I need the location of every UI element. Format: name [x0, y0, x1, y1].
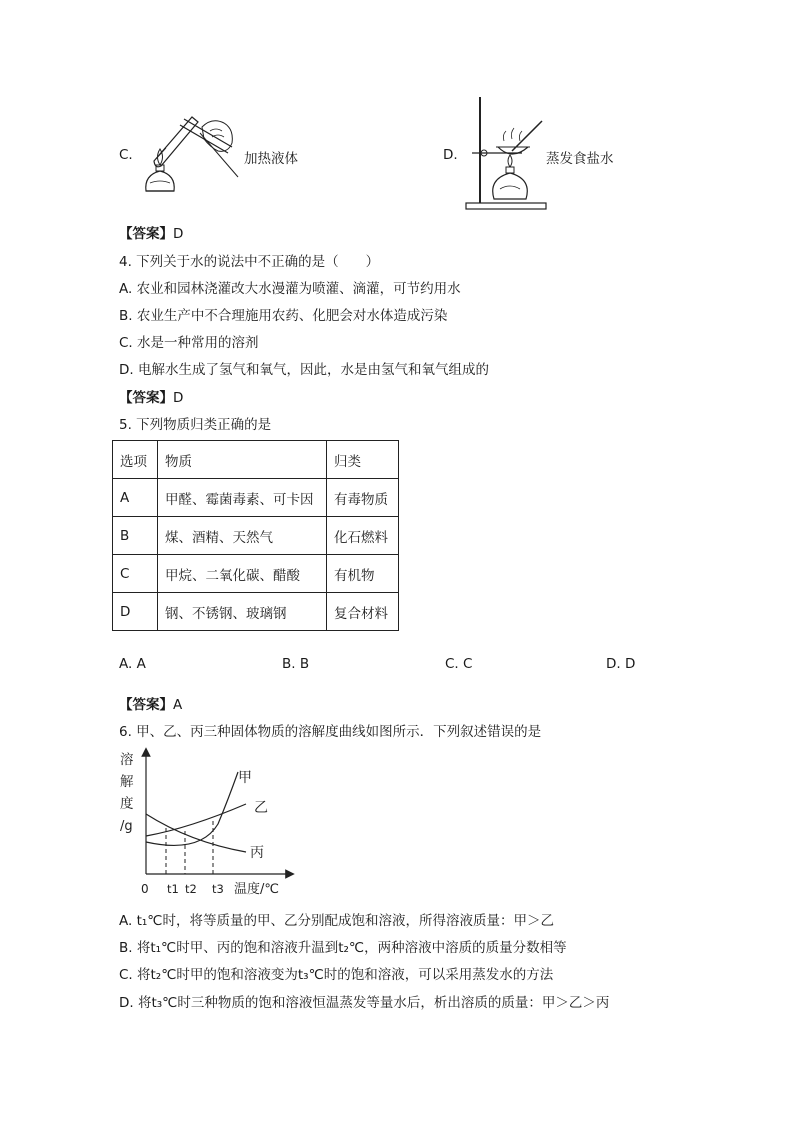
table-cell: 有机物 [327, 555, 399, 593]
q4-option-d: D. 电解水生成了氢气和氧气，因此，水是由氢气和氧气组成的 [119, 362, 489, 378]
q3-option-d-caption: 蒸发食盐水 [546, 151, 614, 167]
table-cell: B [113, 517, 158, 555]
table-row [113, 593, 399, 631]
y-axis-label-char: 溶 [120, 752, 134, 768]
table-cell: C [113, 555, 158, 593]
table-cell: A [113, 479, 158, 517]
table-cell: 有毒物质 [327, 479, 399, 517]
series-jia-curve [146, 772, 238, 845]
series-label-bing: 丙 [250, 845, 264, 861]
y-axis-label-char: /g [120, 819, 133, 834]
q6-option-b: B. 将t₁℃时甲、丙的饱和溶液升温到t₂℃，两种溶液中溶质的质量分数相等 [119, 940, 567, 956]
table-row [113, 517, 399, 555]
q4-answer [119, 386, 183, 406]
answer-label: 【答案】 [119, 226, 173, 242]
q4-option-c: C. 水是一种常用的溶剂 [119, 335, 259, 351]
q5-choice-d: D. D [606, 656, 636, 672]
series-yi-curve [146, 804, 246, 836]
table-header-cell: 物质 [158, 441, 327, 479]
q3-option-d-letter: D. [443, 147, 458, 163]
q5-choice-c: C. C [445, 656, 473, 672]
q3-answer [119, 222, 183, 242]
table-cell: 复合材料 [327, 593, 399, 631]
q4-option-a: A. 农业和园林浇灌改大水漫灌为喷灌、滴灌，可节约用水 [119, 281, 461, 297]
q5-choice-a: A. A [119, 656, 146, 672]
table-cell: 钢、不锈钢、玻璃钢 [158, 593, 327, 631]
q5-stem: 5. 下列物质归类正确的是 [119, 417, 272, 433]
series-label-yi: 乙 [254, 800, 268, 816]
series-label-jia: 甲 [238, 770, 252, 786]
heating-liquid-illustration [140, 103, 240, 199]
table-cell: 煤、酒精、天然气 [158, 517, 327, 555]
q6-option-d: D. 将t₃℃时三种物质的饱和溶液恒温蒸发等量水后，析出溶质的质量：甲＞乙＞丙 [119, 995, 610, 1011]
y-axis-label-char: 解 [120, 774, 134, 790]
q6-option-a: A. t₁℃时，将等质量的甲、乙分别配成饱和溶液，所得溶液质量：甲＞乙 [119, 913, 554, 929]
q5-choice-b: B. B [282, 656, 310, 672]
table-cell: 甲烷、二氧化碳、醋酸 [158, 555, 327, 593]
answer-label: 【答案】 [119, 390, 173, 406]
table-row [113, 555, 399, 593]
q3-option-c-letter: C. [119, 147, 133, 163]
table-row [113, 479, 399, 517]
table-header-row [113, 441, 399, 479]
answer-value: A [173, 697, 183, 713]
table-cell: 化石燃料 [327, 517, 399, 555]
x-tick-label: t2 [185, 882, 197, 896]
x-tick-label: t1 [167, 882, 179, 896]
x-axis-label: 温度/℃ [234, 882, 279, 897]
q5-answer [119, 693, 182, 713]
q3-option-c-caption: 加热液体 [244, 151, 298, 167]
solubility-chart [110, 742, 300, 902]
table-header-cell: 归类 [327, 441, 399, 479]
q5-table [112, 440, 399, 631]
table-cell: D [113, 593, 158, 631]
q4-option-b: B. 农业生产中不合理施用农药、化肥会对水体造成污染 [119, 308, 448, 324]
answer-label: 【答案】 [119, 697, 173, 713]
origin-label: 0 [141, 882, 149, 896]
q4-stem: 4. 下列关于水的说法中不正确的是（ ） [119, 254, 380, 270]
answer-value: D [173, 226, 184, 242]
table-cell: 甲醛、霉菌毒素、可卡因 [158, 479, 327, 517]
q6-stem: 6. 甲、乙、丙三种固体物质的溶解度曲线如图所示．下列叙述错误的是 [119, 724, 542, 740]
y-axis-label-char: 度 [120, 796, 134, 812]
q6-option-c: C. 将t₂℃时甲的饱和溶液变为t₃℃时的饱和溶液，可以采用蒸发水的方法 [119, 967, 554, 983]
answer-value: D [173, 390, 184, 406]
x-tick-label: t3 [212, 882, 224, 896]
table-header-cell: 选项 [113, 441, 158, 479]
evaporation-illustration [462, 95, 550, 213]
